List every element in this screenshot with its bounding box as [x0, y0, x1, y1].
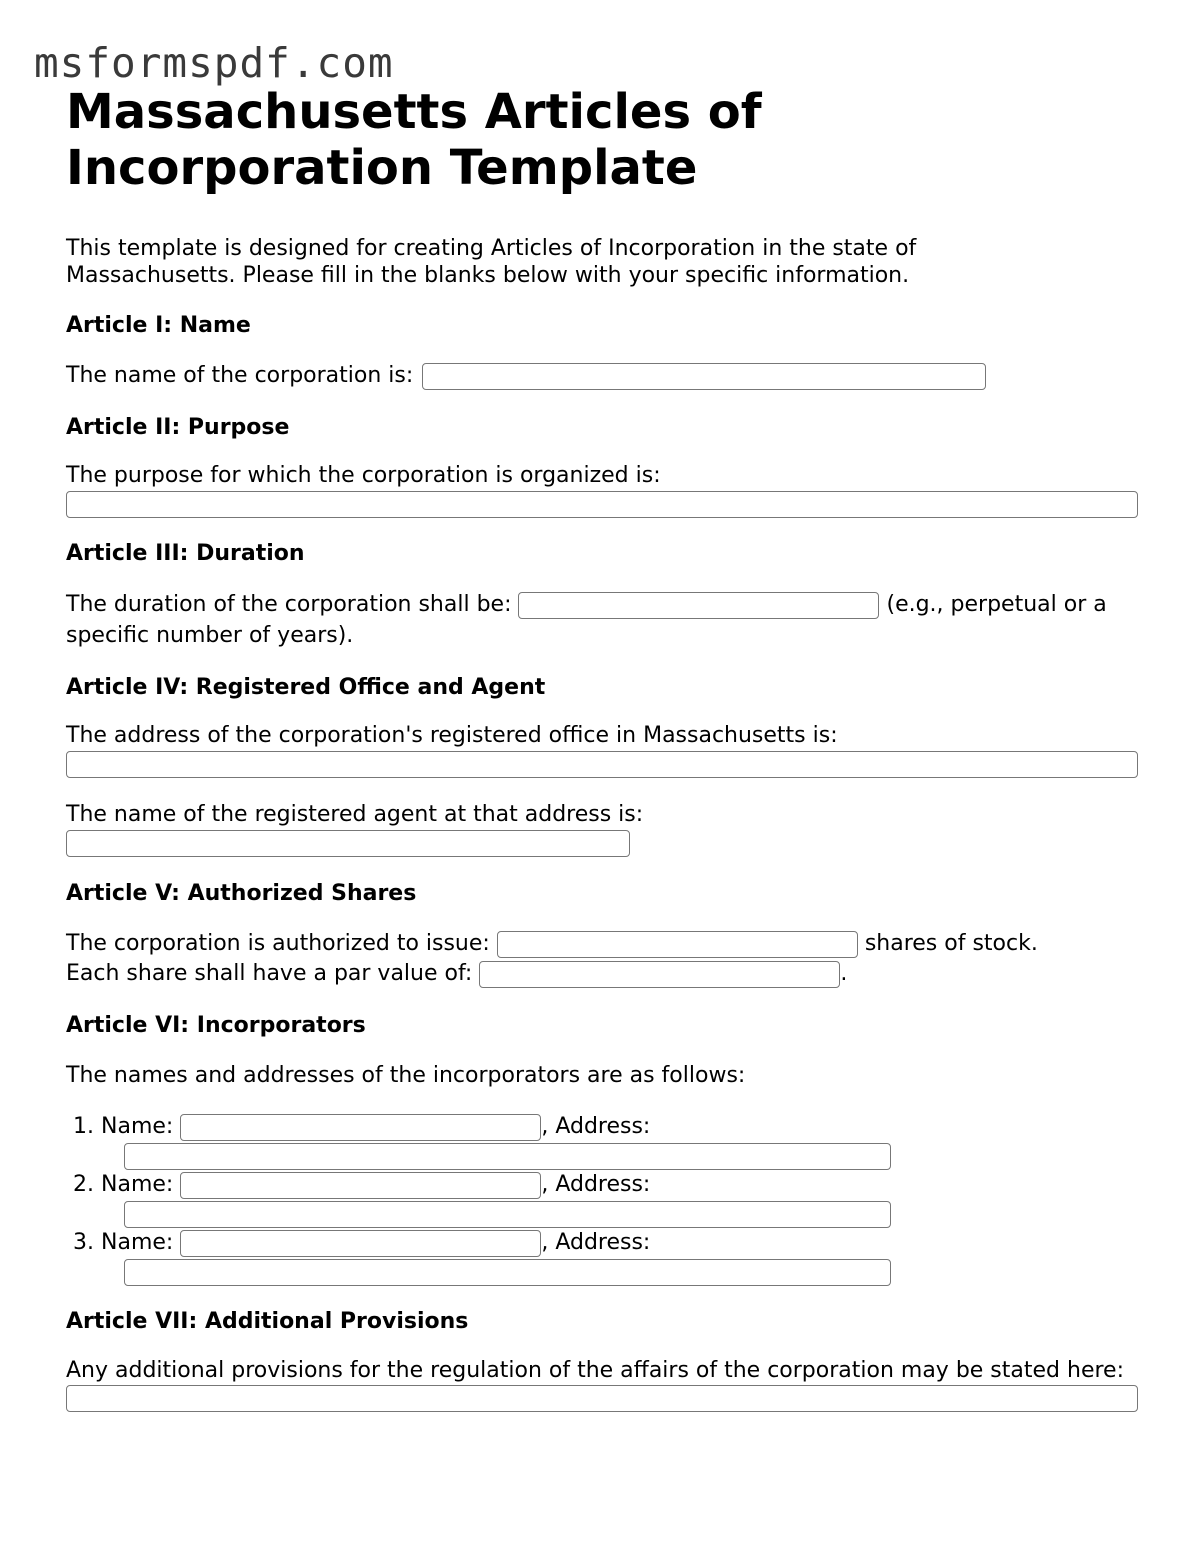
additional-provisions-input[interactable]	[66, 1385, 1138, 1412]
incorporator-item	[66, 1170, 1141, 1228]
incorporator-3-address-input[interactable]	[124, 1259, 891, 1286]
incorporator-1-name-input[interactable]	[180, 1114, 541, 1141]
article-4-office-text: The address of the corporation's registered office in Massachusetts is:	[66, 723, 838, 748]
article-5-heading: Article V: Authorized Shares	[66, 881, 417, 906]
duration-input[interactable]	[518, 592, 879, 619]
incorporator-number: 3.	[73, 1230, 94, 1255]
incorporator-item	[66, 1228, 1141, 1286]
article-1-line	[66, 361, 1141, 391]
article-7-heading: Article VII: Additional Provisions	[66, 1309, 469, 1334]
par-value-input[interactable]	[479, 961, 840, 988]
incorporator-2-address-input[interactable]	[124, 1201, 891, 1228]
incorporator-2-name-input[interactable]	[180, 1172, 541, 1199]
article-4-agent-text: The name of the registered agent at that address is:	[66, 802, 644, 827]
incorporator-address-label: , Address:	[541, 1172, 651, 1197]
article-1-heading: Article I: Name	[66, 313, 251, 338]
article-5-par-suffix: .	[840, 961, 848, 986]
article-3-text: The duration of the corporation shall be:	[66, 592, 512, 617]
article-2-text: The purpose for which the corporation is organized is:	[66, 463, 661, 488]
incorporator-number: 2.	[73, 1172, 94, 1197]
incorporator-1-address-input[interactable]	[124, 1143, 891, 1170]
incorporator-name-label: Name:	[101, 1230, 174, 1255]
incorporator-item	[66, 1112, 1141, 1170]
incorporator-address-label: , Address:	[541, 1230, 651, 1255]
article-1-text: The name of the corporation is:	[66, 363, 414, 388]
article-3-suffix: (e.g., perpetual or a specific number of years).	[66, 592, 1107, 648]
incorporator-address-label: , Address:	[541, 1114, 651, 1139]
article-4-heading: Article IV: Registered Office and Agent	[66, 675, 546, 700]
article-5-par-line	[66, 959, 1141, 989]
article-6-heading: Article VI: Incorporators	[66, 1013, 366, 1038]
incorporator-number: 1.	[73, 1114, 94, 1139]
article-3-line	[66, 589, 1141, 651]
registered-agent-input[interactable]	[66, 830, 630, 857]
incorporators-list	[66, 1112, 1141, 1286]
shares-input[interactable]	[497, 931, 858, 958]
purpose-input[interactable]	[66, 491, 1138, 518]
article-3-heading: Article III: Duration	[66, 541, 305, 566]
article-5-shares-suffix: shares of stock.	[864, 931, 1038, 956]
document	[66, 84, 1141, 1412]
incorporator-3-name-input[interactable]	[180, 1230, 541, 1257]
article-2-heading: Article II: Purpose	[66, 415, 290, 440]
registered-office-input[interactable]	[66, 751, 1138, 778]
page-title: Massachusetts Articles of Incorporation Template	[66, 84, 762, 196]
article-6-text: The names and addresses of the incorporators are as follows:	[66, 1063, 746, 1088]
article-7-text: Any additional provisions for the regulation of the affairs of the corporation may be stated here:	[66, 1358, 1124, 1383]
article-5-par-text: Each share shall have a par value of:	[66, 961, 473, 986]
corporation-name-input[interactable]	[422, 363, 986, 390]
watermark: msformspdf.com	[34, 39, 394, 87]
incorporator-name-label: Name:	[101, 1114, 174, 1139]
article-5-shares-line	[66, 929, 1141, 959]
incorporator-name-label: Name:	[101, 1172, 174, 1197]
article-5-shares-text: The corporation is authorized to issue:	[66, 931, 490, 956]
intro-text: This template is designed for creating Articles of Incorporation in the state of Massachusetts. Please fill in the blanks below with your specific information.	[66, 236, 917, 288]
